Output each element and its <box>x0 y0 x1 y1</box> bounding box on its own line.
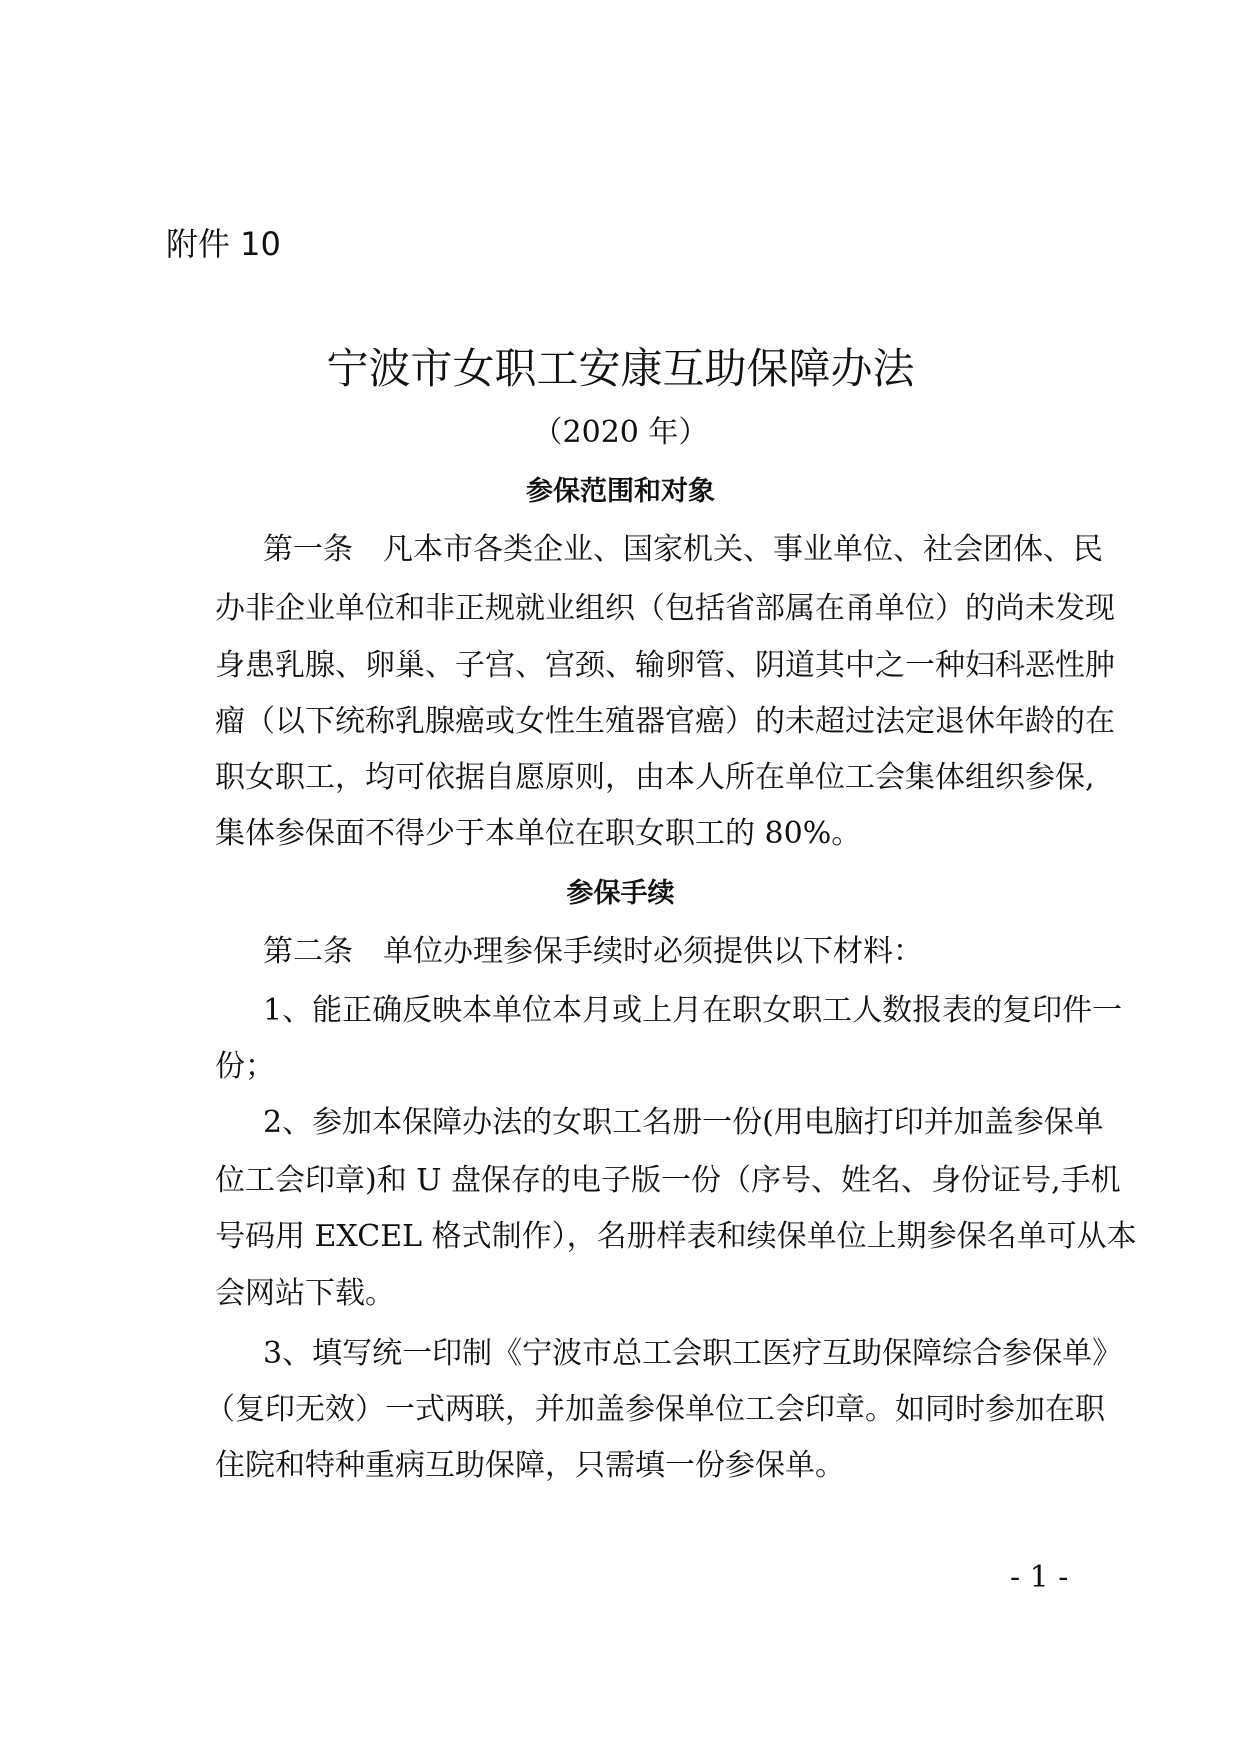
attachment-label: 附件 10 <box>166 225 281 263</box>
paragraph-line: 1、能正确反映本单位本月或上月在职女职工人数报表的复印件一 <box>263 993 1123 1028</box>
section-heading-procedure: 参保手续 <box>566 878 675 909</box>
paragraph-line: 位工会印章)和 U 盘保存的电子版一份（序号、姓名、身份证号,手机 <box>215 1163 1121 1198</box>
paragraph-line: 会网站下载。 <box>215 1276 395 1311</box>
paragraph-line: 3、填写统一印制《宁波市总工会职工医疗互助保障综合参保单》 <box>263 1336 1123 1371</box>
paragraph-line: 身患乳腺、卵巢、子宫、宫颈、输卵管、阴道其中之一种妇科恶性肿 <box>215 648 1115 683</box>
document-title: 宁波市女职工安康互助保障办法 <box>326 344 915 393</box>
section-heading-scope: 参保范围和对象 <box>526 476 715 507</box>
paragraph-line: 第二条 单位办理参保手续时必须提供以下材料： <box>263 934 923 969</box>
paragraph-line: 集体参保面不得少于本单位在职女职工的 80%。 <box>215 816 862 851</box>
page-number: - 1 - <box>1010 1560 1069 1595</box>
paragraph-line: 职女职工，均可依据自愿原则，由本人所在单位工会集体组织参保, <box>215 760 1095 795</box>
document-year: （2020 年） <box>532 415 709 450</box>
paragraph-line: （复印无效）一式两联，并加盖参保单位工会印章。如同时参加在职 <box>205 1392 1105 1427</box>
paragraph-line: 住院和特种重病互助保障，只需填一份参保单。 <box>215 1448 845 1483</box>
paragraph-line: 号码用 EXCEL 格式制作），名册样表和续保单位上期参保名单可从本 <box>215 1219 1137 1254</box>
paragraph-line: 第一条 凡本市各类企业、国家机关、事业单位、社会团体、民 <box>263 532 1103 567</box>
paragraph-line: 瘤（以下统称乳腺癌或女性生殖器官癌）的未超过法定退休年龄的在 <box>215 704 1115 739</box>
paragraph-line: 份； <box>215 1049 275 1084</box>
paragraph-line: 2、参加本保障办法的女职工名册一份(用电脑打印并加盖参保单 <box>263 1105 1104 1140</box>
paragraph-line: 办非企业单位和非正规就业组织（包括省部属在甬单位）的尚未发现 <box>215 591 1115 626</box>
